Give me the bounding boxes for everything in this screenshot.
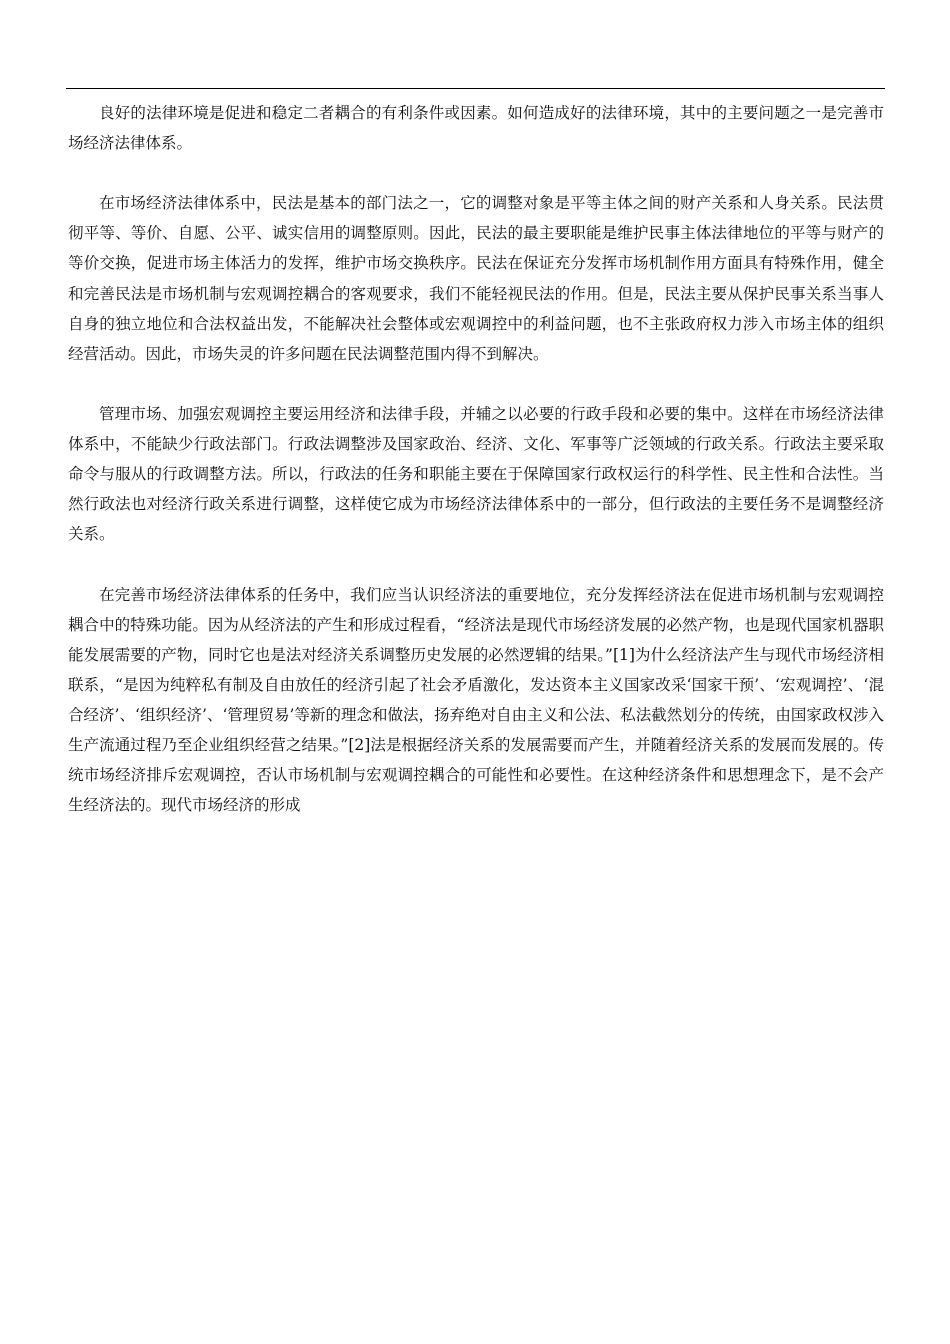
paragraph-4: 在完善市场经济法律体系的任务中，我们应当认识经济法的重要地位，充分发挥经济法在促进市场机制与宏观调控耦合中的特殊功能。因为从经济法的产生和形成过程看，“经济法是现代市场经济发展的必然产物，也是现代国家机器职能发展需要的产物，同时它也是法对经济关系调整历史发展的必然逻辑的结果。”[1]为什么经济法产生与现代市场经济相联系，“是因为纯粹私有制及自由放任的经济引起了社会矛盾激化，发达资本主义国家改采‘国家干预’、‘宏观调控’、‘混合经济’、‘组织经济’、‘管理贸易’等新的理念和做法，扬弃绝对自由主义和公法、私法截然划分的传统，由国家政权涉入生产流通过程乃至企业组织经营之结果。”[2]法是根据经济关系的发展需要而产生，并随着经济关系的发展而发展的。传统市场经济排斥宏观调控，否认市场机制与宏观调控耦合的可能性和必要性。在这种经济条件和思想理念下，是不会产生经济法的。现代市场经济的形成	[68, 585, 884, 815]
paragraph-2: 在市场经济法律体系中，民法是基本的部门法之一，它的调整对象是平等主体之间的财产关系和人身关系。民法贯彻平等、等价、自愿、公平、诚实信用的调整原则。因此，民法的最主要职能是维护民事主体法律地位的平等与财产的等价交换，促进市场主体活力的发挥，维护市场交换秩序。民法在保证充分发挥市场机制作用方面具有特殊作用，健全和完善民法是市场机制与宏观调控耦合的客观要求，我们不能轻视民法的作用。但是，民法主要从保护民事关系当事人自身的独立地位和合法权益出发，不能解决社会整体或宏观调控中的利益问题，也不主张政府权力涉入市场主体的组织经营活动。因此，市场失灵的许多问题在民法调整范围内得不到解决。	[68, 194, 884, 363]
document-body	[68, 98, 884, 820]
paragraph-1: 良好的法律环境是促进和稳定二者耦合的有利条件或因素。如何造成好的法律环境，其中的主要问题之一是完善市场经济法律体系。	[68, 104, 884, 153]
paragraph-3: 管理市场、加强宏观调控主要运用经济和法律手段，并辅之以必要的行政手段和必要的集中。这样在市场经济法律体系中，不能缺少行政法部门。行政法调整涉及国家政治、经济、文化、军事等广泛领域的行政关系。行政法主要采取命令与服从的行政调整方法。所以，行政法的任务和职能主要在于保障国家行政权运行的科学性、民主性和合法性。当然行政法也对经济行政关系进行调整，这样使它成为市场经济法律体系中的一部分，但行政法的主要任务不是调整经济关系。	[68, 404, 884, 544]
header-rule	[66, 88, 885, 89]
